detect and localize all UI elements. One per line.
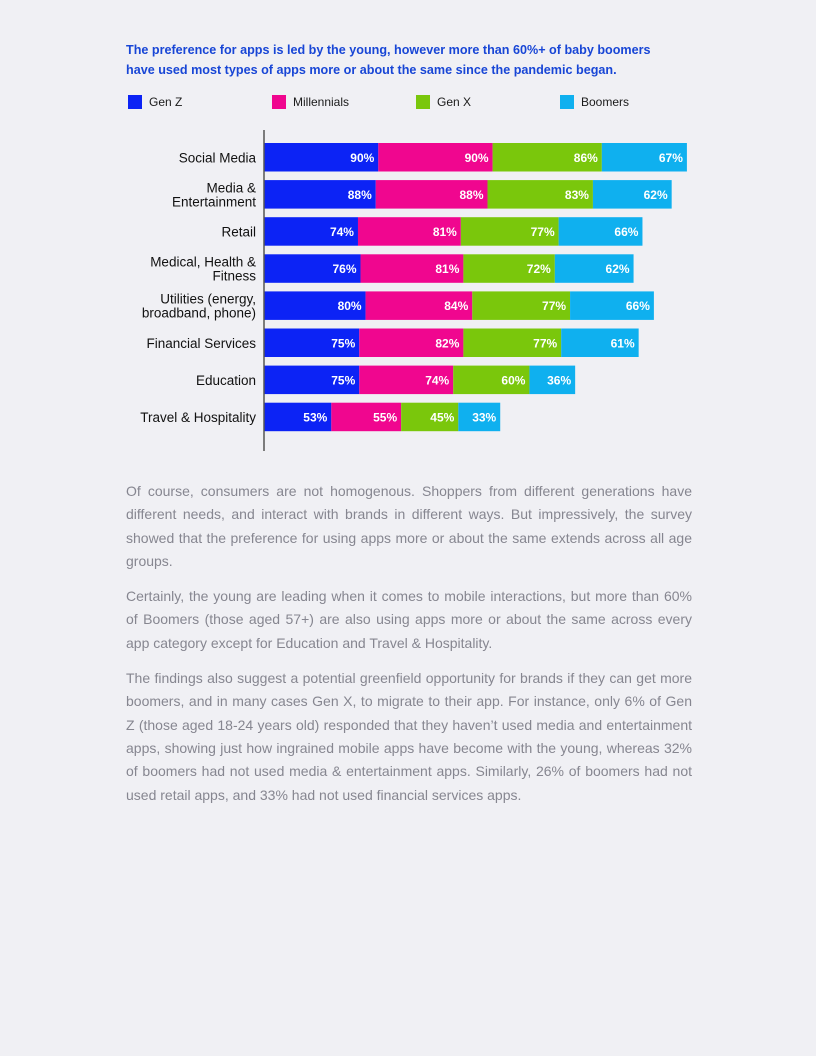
category-label: Medical, Health & — [150, 254, 256, 270]
legend-item-gen-x — [416, 94, 471, 110]
legend-swatch-gen-z — [128, 95, 142, 109]
data-label: 33% — [472, 410, 497, 425]
category-label: Media & — [206, 180, 256, 196]
chart-title — [126, 41, 726, 80]
legend-swatch-boomers — [560, 95, 574, 109]
paragraph-2: Certainly, the young are leading when it comes to mobile interactions, but more than 60% of Boomers (those aged 57+) are also using apps more or about the same across every app category except for Education and Travel & Hospitality. — [126, 588, 692, 651]
data-label: 55% — [373, 410, 398, 425]
category-label: Utilities (energy, — [160, 291, 256, 307]
body-text — [126, 480, 692, 819]
category-label: Travel & Hospitality — [140, 409, 256, 425]
data-label: 86% — [573, 150, 598, 165]
data-label: 62% — [605, 262, 630, 277]
legend-label-gen-x: Gen X — [437, 95, 472, 109]
legend-label-gen-z: Gen Z — [149, 95, 183, 109]
data-label: 88% — [459, 187, 484, 202]
data-label: 66% — [614, 224, 639, 239]
legend-swatch-millennials — [272, 95, 286, 109]
data-label: 74% — [425, 373, 450, 388]
data-label: 82% — [435, 336, 460, 351]
stacked-bar-chart — [0, 120, 816, 460]
data-label: 90% — [464, 150, 489, 165]
data-label: 66% — [625, 299, 650, 314]
data-label: 77% — [530, 224, 555, 239]
legend-item-gen-z — [128, 94, 182, 110]
category-label: Education — [195, 372, 256, 388]
data-label: 90% — [350, 150, 375, 165]
paragraph-3: The findings also suggest a potential greenfield opportunity for brands if they can get more boomers, and in many cases Gen X, to migrate to their app. For instance, only 6% of Gen Z (those aged 18-24 years old) responded that they haven’t used media and entertainment apps, showing just how ingrained mobile apps have become with the young, whereas 32% of boomers had not used media & entertainment apps. Similarly, 26% of boomers had not used retail apps, and 33% had not used financial services apps. — [126, 670, 692, 803]
data-label: 75% — [331, 336, 356, 351]
data-label: 53% — [303, 410, 328, 425]
data-label: 60% — [501, 373, 526, 388]
data-label: 84% — [444, 299, 469, 314]
data-label: 76% — [332, 262, 357, 277]
data-label: 81% — [435, 262, 460, 277]
data-label: 74% — [329, 224, 354, 239]
data-label: 77% — [542, 299, 567, 314]
data-label: 77% — [533, 336, 558, 351]
legend-label-millennials: Millennials — [293, 95, 350, 109]
data-label: 75% — [331, 373, 356, 388]
legend-label-boomers: Boomers — [581, 95, 630, 109]
data-label: 88% — [347, 187, 372, 202]
paragraph-1: Of course, consumers are not homogenous. Shoppers from different generations have different needs, and interact with brands in different ways. But impressively, the survey showed that the preference for using apps more or about the same extends across all age groups. — [126, 483, 692, 569]
category-label: Entertainment — [171, 194, 256, 210]
data-label: 80% — [337, 299, 362, 314]
category-label: Financial Services — [146, 335, 256, 351]
data-label: 45% — [430, 410, 455, 425]
data-label: 67% — [658, 150, 683, 165]
data-label: 36% — [547, 373, 572, 388]
category-label: Social Media — [178, 150, 256, 166]
data-label: 72% — [526, 262, 551, 277]
chart-title-line-1: The preference for apps is led by the young, however more than 60%+ of baby boomers — [126, 43, 651, 57]
chart-title-line-2: have used most types of apps more or about the same since the pandemic began. — [126, 62, 617, 77]
legend-swatch-gen-x — [416, 95, 430, 109]
category-label: broadband, phone) — [141, 305, 256, 321]
category-label: Fitness — [212, 268, 256, 284]
data-label: 83% — [564, 187, 589, 202]
legend-item-millennials — [272, 94, 349, 110]
data-label: 61% — [610, 336, 635, 351]
data-label: 81% — [432, 224, 457, 239]
legend-item-boomers — [560, 94, 629, 110]
category-label: Retail — [221, 224, 256, 240]
data-label: 62% — [643, 187, 668, 202]
